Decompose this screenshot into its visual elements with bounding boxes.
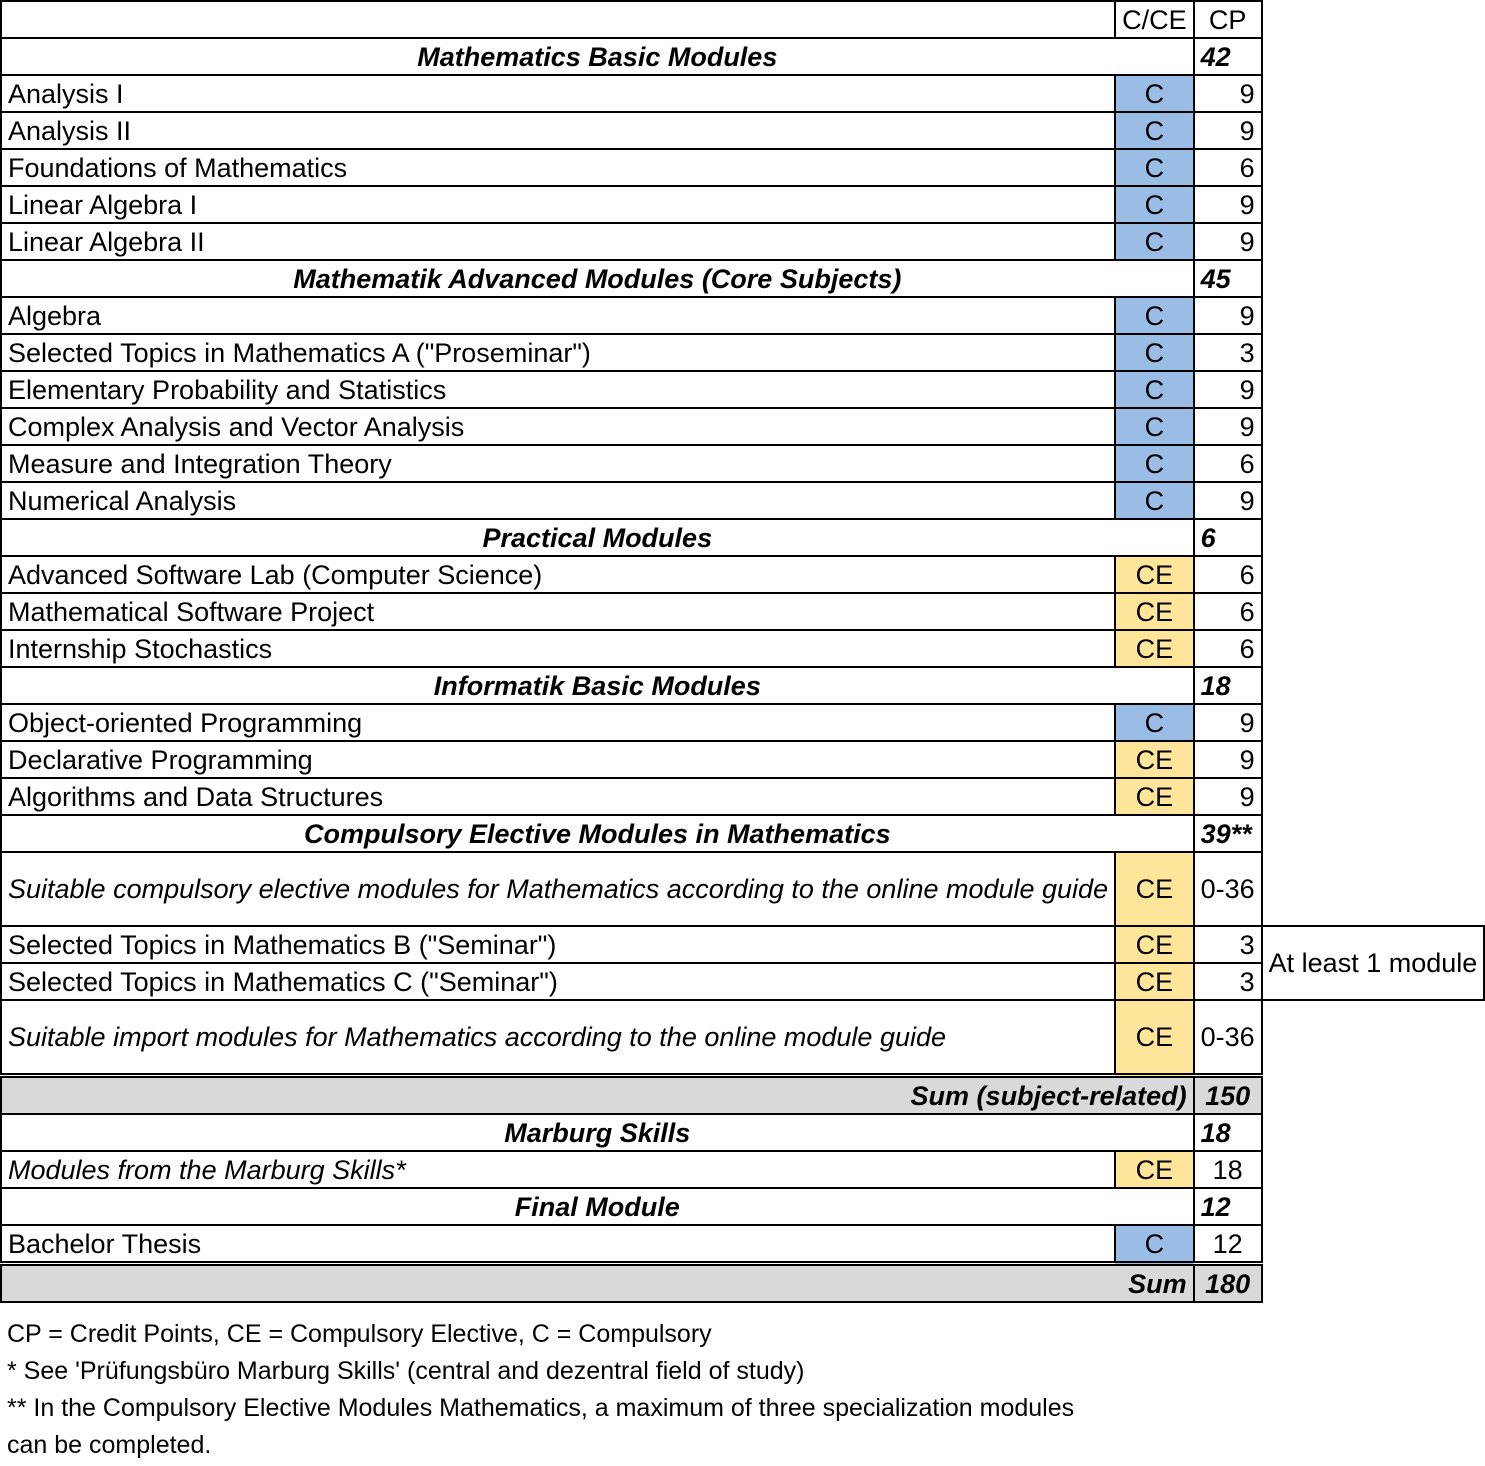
sum-label: Sum xyxy=(1,1264,1194,1303)
module-credit-points: 6 xyxy=(1194,630,1262,667)
module-row xyxy=(1,482,1484,519)
section-credit-points: 18 xyxy=(1194,667,1262,704)
module-type-badge: C xyxy=(1115,112,1194,149)
section-title: Mathematik Advanced Modules (Core Subjects) xyxy=(1,260,1194,297)
blank-cell xyxy=(1262,1076,1485,1115)
module-credit-points: 9 xyxy=(1194,482,1262,519)
module-row xyxy=(1,704,1484,741)
section-row xyxy=(1,667,1484,704)
module-credit-points: 9 xyxy=(1194,186,1262,223)
module-name: Elementary Probability and Statistics xyxy=(1,371,1115,408)
blank-cell xyxy=(1262,1225,1485,1264)
module-name: Selected Topics in Mathematics C ("Seminar") xyxy=(1,963,1115,1000)
blank-cell xyxy=(1262,334,1485,371)
section-title: Marburg Skills xyxy=(1,1114,1194,1151)
blank-cell xyxy=(1262,186,1485,223)
module-row xyxy=(1,852,1484,926)
module-credit-points: 6 xyxy=(1194,556,1262,593)
sum-credit-points: 150 xyxy=(1194,1076,1262,1115)
blank-cell xyxy=(1262,1000,1485,1076)
section-row xyxy=(1,1114,1484,1151)
module-credit-points: 3 xyxy=(1194,963,1262,1000)
module-row xyxy=(1,741,1484,778)
section-row xyxy=(1,519,1484,556)
footnote-marburg-skills: * See 'Prüfungsbüro Marburg Skills' (central and dezentral field of study) xyxy=(7,1357,805,1385)
module-type-badge: CE xyxy=(1115,556,1194,593)
section-credit-points: 18 xyxy=(1194,1114,1262,1151)
module-type-badge: CE xyxy=(1115,778,1194,815)
module-type-badge: C xyxy=(1115,371,1194,408)
module-type-badge: C xyxy=(1115,149,1194,186)
module-row xyxy=(1,334,1484,371)
module-type-badge: C xyxy=(1115,334,1194,371)
header-name-cell xyxy=(1,1,1115,38)
module-row xyxy=(1,186,1484,223)
sum-row xyxy=(1,1076,1484,1115)
footnote-specialization: ** In the Compulsory Elective Modules Mathematics, a maximum of three specialization modules can be completed. xyxy=(7,1394,1075,1459)
module-name: Declarative Programming xyxy=(1,741,1115,778)
module-credit-points: 9 xyxy=(1194,75,1262,112)
blank-cell xyxy=(1262,260,1485,297)
module-row xyxy=(1,149,1484,186)
blank-cell xyxy=(1262,556,1485,593)
module-name: Linear Algebra I xyxy=(1,186,1115,223)
sum-row xyxy=(1,1264,1484,1303)
module-type-badge: C xyxy=(1115,75,1194,112)
section-credit-points: 39** xyxy=(1194,815,1262,852)
module-row xyxy=(1,778,1484,815)
module-name: Advanced Software Lab (Computer Science) xyxy=(1,556,1115,593)
module-name: Linear Algebra II xyxy=(1,223,1115,260)
blank-cell xyxy=(1262,223,1485,260)
section-row xyxy=(1,38,1484,75)
module-row xyxy=(1,556,1484,593)
module-row xyxy=(1,1151,1484,1188)
module-name: Algebra xyxy=(1,297,1115,334)
module-type-badge: CE xyxy=(1115,741,1194,778)
module-credit-points: 9 xyxy=(1194,112,1262,149)
module-credit-points: 6 xyxy=(1194,445,1262,482)
blank-cell xyxy=(1262,482,1485,519)
section-title: Final Module xyxy=(1,1188,1194,1225)
module-credit-points: 3 xyxy=(1194,926,1262,963)
blank-cell xyxy=(1262,75,1485,112)
module-credit-points: 3 xyxy=(1194,334,1262,371)
footnote-legend: CP = Credit Points, CE = Compulsory Elective, C = Compulsory xyxy=(7,1320,712,1348)
module-name: Analysis I xyxy=(1,75,1115,112)
module-type-badge: C xyxy=(1115,445,1194,482)
module-type-badge: CE xyxy=(1115,963,1194,1000)
blank-cell xyxy=(1262,704,1485,741)
section-row xyxy=(1,815,1484,852)
module-type-badge: C xyxy=(1115,186,1194,223)
section-title: Practical Modules xyxy=(1,519,1194,556)
module-row xyxy=(1,223,1484,260)
section-row xyxy=(1,260,1484,297)
module-name: Selected Topics in Mathematics B ("Seminar") xyxy=(1,926,1115,963)
module-credit-points: 6 xyxy=(1194,149,1262,186)
section-credit-points: 12 xyxy=(1194,1188,1262,1225)
section-title: Compulsory Elective Modules in Mathematics xyxy=(1,815,1194,852)
module-name: Suitable import modules for Mathematics according to the online module guide xyxy=(1,1000,1115,1076)
header-row xyxy=(1,1,1484,38)
module-name: Suitable compulsory elective modules for Mathematics according to the online module guide xyxy=(1,852,1115,926)
module-type-badge: C xyxy=(1115,704,1194,741)
module-name: Selected Topics in Mathematics A ("Proseminar") xyxy=(1,334,1115,371)
blank-cell xyxy=(1262,297,1485,334)
module-credit-points: 9 xyxy=(1194,297,1262,334)
blank-cell xyxy=(1262,112,1485,149)
module-credit-points: 12 xyxy=(1194,1225,1262,1264)
section-credit-points: 6 xyxy=(1194,519,1262,556)
blank-cell xyxy=(1262,852,1485,926)
blank-cell xyxy=(1262,149,1485,186)
module-row xyxy=(1,630,1484,667)
blank-cell xyxy=(1262,778,1485,815)
module-credit-points: 18 xyxy=(1194,1151,1262,1188)
module-type-badge: CE xyxy=(1115,593,1194,630)
module-type-badge: C xyxy=(1115,1225,1194,1264)
module-name: Complex Analysis and Vector Analysis xyxy=(1,408,1115,445)
blank-cell xyxy=(1262,1114,1485,1151)
blank-cell xyxy=(1262,371,1485,408)
module-name: Modules from the Marburg Skills* xyxy=(1,1151,1115,1188)
module-type-badge: CE xyxy=(1115,1151,1194,1188)
module-type-badge: C xyxy=(1115,482,1194,519)
module-name: Measure and Integration Theory xyxy=(1,445,1115,482)
module-credit-points: 6 xyxy=(1194,593,1262,630)
module-type-badge: CE xyxy=(1115,1000,1194,1076)
module-name: Object-oriented Programming xyxy=(1,704,1115,741)
module-row xyxy=(1,112,1484,149)
blank-cell xyxy=(1262,1188,1485,1225)
blank-cell xyxy=(1262,1,1485,38)
module-credit-points: 9 xyxy=(1194,778,1262,815)
module-row xyxy=(1,1225,1484,1264)
module-name: Foundations of Mathematics xyxy=(1,149,1115,186)
module-name: Bachelor Thesis xyxy=(1,1225,1115,1264)
module-credit-points: 9 xyxy=(1194,371,1262,408)
module-row xyxy=(1,408,1484,445)
module-type-badge: C xyxy=(1115,297,1194,334)
module-row xyxy=(1,926,1484,963)
module-name: Numerical Analysis xyxy=(1,482,1115,519)
module-credit-points: 9 xyxy=(1194,408,1262,445)
section-credit-points: 45 xyxy=(1194,260,1262,297)
module-credit-points: 0-36 xyxy=(1194,852,1262,926)
sum-credit-points: 180 xyxy=(1194,1264,1262,1303)
module-row xyxy=(1,75,1484,112)
module-name: Mathematical Software Project xyxy=(1,593,1115,630)
section-credit-points: 42 xyxy=(1194,38,1262,75)
module-row xyxy=(1,371,1484,408)
blank-cell xyxy=(1262,1264,1485,1303)
module-type-badge: C xyxy=(1115,408,1194,445)
module-credit-points: 9 xyxy=(1194,741,1262,778)
module-name: Analysis II xyxy=(1,112,1115,149)
module-row xyxy=(1,297,1484,334)
blank-cell xyxy=(1262,445,1485,482)
module-credit-points: 9 xyxy=(1194,704,1262,741)
module-credit-points: 0-36 xyxy=(1194,1000,1262,1076)
header-type-cell: C/CE xyxy=(1115,1,1194,38)
blank-cell xyxy=(1262,408,1485,445)
module-name: Internship Stochastics xyxy=(1,630,1115,667)
module-row xyxy=(1,445,1484,482)
module-credit-points: 9 xyxy=(1194,223,1262,260)
header-cp-cell: CP xyxy=(1194,1,1262,38)
module-type-badge: C xyxy=(1115,223,1194,260)
blank-cell xyxy=(1262,815,1485,852)
at-least-one-module-note: At least 1 module xyxy=(1262,926,1485,1000)
sum-label: Sum (subject-related) xyxy=(1,1076,1194,1115)
section-title: Informatik Basic Modules xyxy=(1,667,1194,704)
section-row xyxy=(1,1188,1484,1225)
blank-cell xyxy=(1262,38,1485,75)
blank-cell xyxy=(1262,741,1485,778)
module-type-badge: CE xyxy=(1115,630,1194,667)
module-name: Algorithms and Data Structures xyxy=(1,778,1115,815)
footnotes xyxy=(7,1316,1107,1464)
blank-cell xyxy=(1262,593,1485,630)
blank-cell xyxy=(1262,519,1485,556)
module-type-badge: CE xyxy=(1115,852,1194,926)
module-type-badge: CE xyxy=(1115,926,1194,963)
section-title: Mathematics Basic Modules xyxy=(1,38,1194,75)
blank-cell xyxy=(1262,630,1485,667)
module-row xyxy=(1,593,1484,630)
blank-cell xyxy=(1262,667,1485,704)
module-row xyxy=(1,1000,1484,1076)
blank-cell xyxy=(1262,1151,1485,1188)
